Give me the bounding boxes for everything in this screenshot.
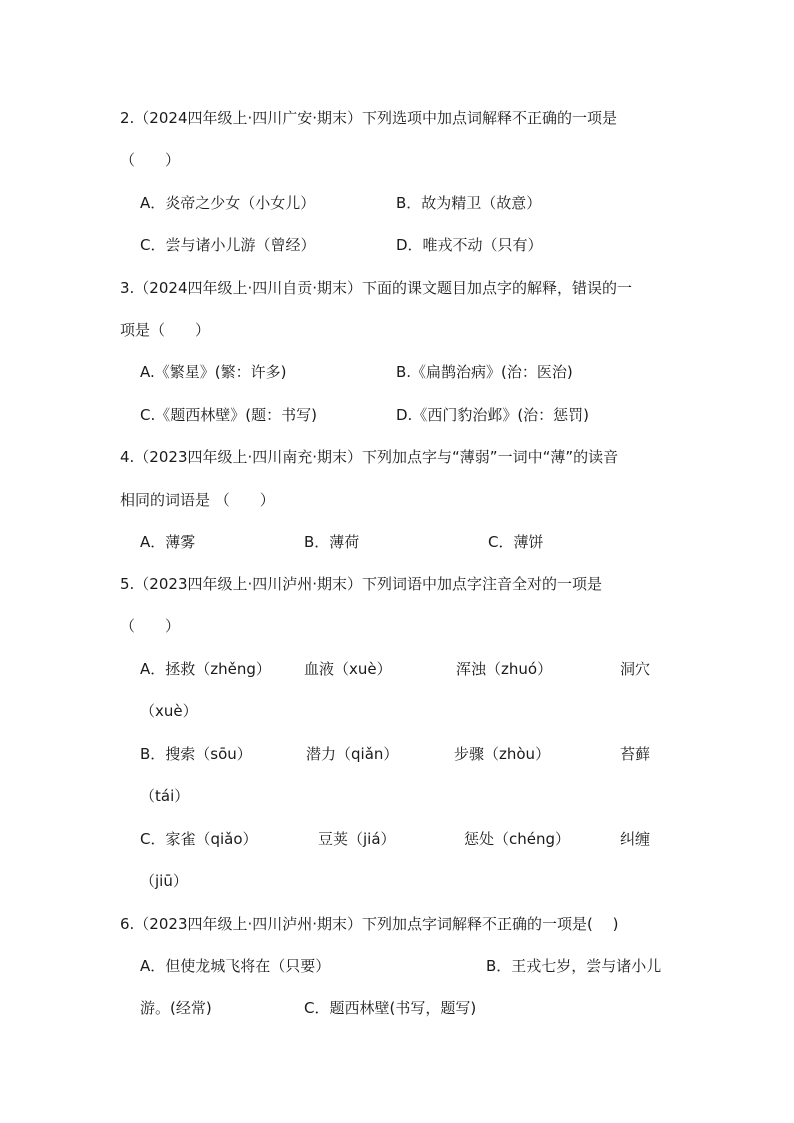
question-2-option-a: A．炎帝之少女（小女儿） [140, 194, 316, 212]
question-5-option-b-word-2: 潜力（qiǎn） [306, 745, 399, 763]
question-5-option-c-word-2: 豆荚（jiá） [318, 830, 396, 848]
question-4-option-a: A．薄雾 [140, 533, 196, 551]
question-4-stem-continued: 相同的词语是 （ ） [120, 491, 275, 509]
question-2-option-d: D．唯戎不动（只有） [396, 236, 543, 254]
question-5-option-c-word-3: 惩处（chéng） [464, 830, 571, 848]
question-2-stem-continued: （ ） [120, 151, 181, 169]
question-3-stem-continued: 项是（ ） [120, 321, 211, 339]
question-5-option-b-word-1: B．搜索（sōu） [140, 745, 252, 763]
question-5-option-b-wrap: （tái） [140, 787, 190, 805]
question-2-option-c: C．尝与诸小儿游（曾经） [140, 236, 316, 254]
question-5-option-b-word-4: 苔藓 [620, 745, 651, 763]
question-6-stem: 6.（2023四年级上·四川泸州·期末）下列加点字词解释不正确的一项是( ) [120, 915, 619, 933]
question-5-option-a-word-3: 浑浊（zhuó） [456, 660, 553, 678]
question-5-stem-continued: （ ） [120, 617, 181, 635]
question-3-option-d: D.《西门豹治邺》(治：惩罚) [396, 406, 590, 424]
question-2-stem: 2.（2024四年级上·四川广安·期末）下列选项中加点词解释不正确的一项是 [120, 109, 618, 127]
question-6-option-a: A．但使龙城飞将在（只要） [140, 957, 331, 975]
question-5-option-a-word-4: 洞穴 [620, 660, 651, 678]
question-5-option-a-word-1: A．拯救（zhěng） [140, 660, 271, 678]
question-6-option-c: C．题西林壁(书写，题写) [304, 999, 477, 1017]
question-5-option-c-wrap: （jiū） [140, 872, 188, 890]
question-3-option-a: A.《繁星》(繁：许多) [140, 363, 287, 381]
question-4-option-c: C．薄饼 [488, 533, 544, 551]
question-2-option-b: B．故为精卫（故意） [396, 194, 542, 212]
question-3-option-b: B.《扁鹊治病》(治：医治) [396, 363, 573, 381]
question-5-stem: 5.（2023四年级上·四川泸州·期末）下列词语中加点字注音全对的一项是 [120, 575, 603, 593]
question-5-option-b-word-3: 步骤（zhòu） [454, 745, 551, 763]
question-4-stem: 4.（2023四年级上·四川南充·期末）下列加点字与“薄弱”一词中“薄”的读音 [120, 448, 619, 466]
question-5-option-c-word-4: 纠缠 [620, 830, 651, 848]
question-5-option-a-wrap: （xuè） [140, 702, 198, 720]
question-6-option-b: B．王戎七岁，尝与诸小儿 [486, 957, 662, 975]
question-5-option-c-word-1: C．家雀（qiǎo） [140, 830, 258, 848]
question-3-option-c: C.《题西林壁》(题：书写) [140, 406, 317, 424]
question-4-option-b: B．薄荷 [304, 533, 360, 551]
question-3-stem: 3.（2024四年级上·四川自贡·期末）下面的课文题目加点字的解释，错误的一 [120, 279, 633, 297]
question-5-option-a-word-2: 血液（xuè） [304, 660, 392, 678]
question-6-option-b-continued: 游。(经常) [140, 999, 212, 1017]
